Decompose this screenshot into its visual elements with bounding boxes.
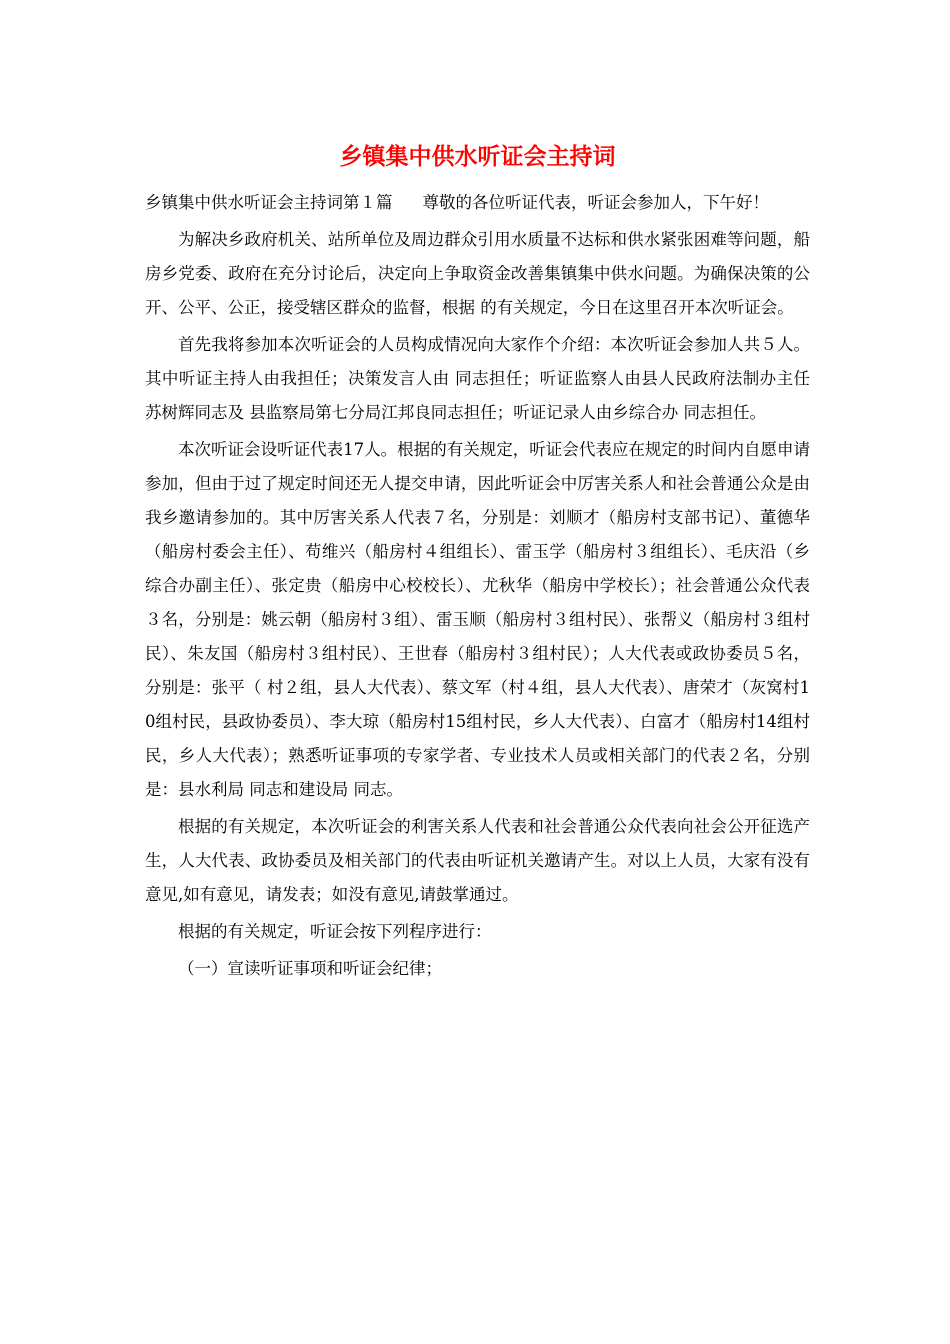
procedure-step-1: （一）宣读听证事项和听证会纪律； — [178, 959, 442, 978]
paragraph-procedure: 根据的有关规定，听证会按下列程序进行： — [178, 922, 492, 941]
document-title: 乡镇集中供水听证会主持词 — [339, 144, 616, 170]
paragraph-representatives: 本次听证会设听证代表17人。根据的有关规定，听证会代表应在规定的时间内自愿申请参加，但由于过了规定时间还无人提交申请，因此听证会中厉害关系人和社会普通公众是由我乡邀请参加的。其中厉害关系人代表７名，分别是：刘顺才（船房村支部书记）、董德华（船房村委会主任）、苟维兴（船房村４组组长）、雷玉学（船房村３组组长）、毛庆沿（乡综合办副主任）、张定贵（船房中心校校长）、尤秋华（船房中学校长）；社会普通公众代表３名，分别是：姚云朝（船房村３组）、雷玉顺（船房村３组村民）、张帮义（船房村３组村民）、朱友国（船房村３组村民）、王世春（船房村３组村民）；人大代表或政协委员５名，分别是：张平（ 村２组，县人大代表）、蔡文军（村４组，县人大代表）、唐荣才（灰窝村10组村民，县政协委员）、李大琼（船房村15组村民，乡人大代表）、白富才（船房村14组村民，乡人大代表）；熟悉听证事项的专家学者、专业技术人员或相关部门的代表２名，分别是：县水利局 同志和建设局 同志。 — [145, 440, 810, 799]
document-page — [145, 140, 810, 989]
paragraph-participants: 首先我将参加本次听证会的人员构成情况向大家作个介绍：本次听证会参加人共５人。其中听证主持人由我担任；决策发言人由 同志担任；听证监察人由县人民政府法制办主任苏树辉同志及 县监察局第七分局江邦良同志担任；听证记录人由乡综合办 同志担任。 — [145, 335, 810, 422]
paragraph-purpose: 为解决乡政府机关、站所单位及周边群众引用水质量不达标和供水紧张困难等问题，船房乡党委、政府在充分讨论后，决定向上争取资金改善集镇集中供水问题。为确保决策的公开、公平、公正，接受辖区群众的监督，根据 的有关规定，今日在这里召开本次听证会。 — [145, 230, 810, 317]
intro-paragraph — [145, 186, 810, 220]
intro-heading: 乡镇集中供水听证会主持词第１篇 — [145, 193, 393, 212]
intro-greeting: 尊敬的各位听证代表，听证会参加人，下午好！ — [422, 193, 769, 212]
paragraph-approval: 根据的有关规定，本次听证会的利害关系人代表和社会普通公众代表向社会公开征选产生，人大代表、政协委员及相关部门的代表由听证机关邀请产生。对以上人员，大家有没有意见,如有意见，请发表；如没有意见,请鼓掌通过。 — [145, 817, 810, 904]
